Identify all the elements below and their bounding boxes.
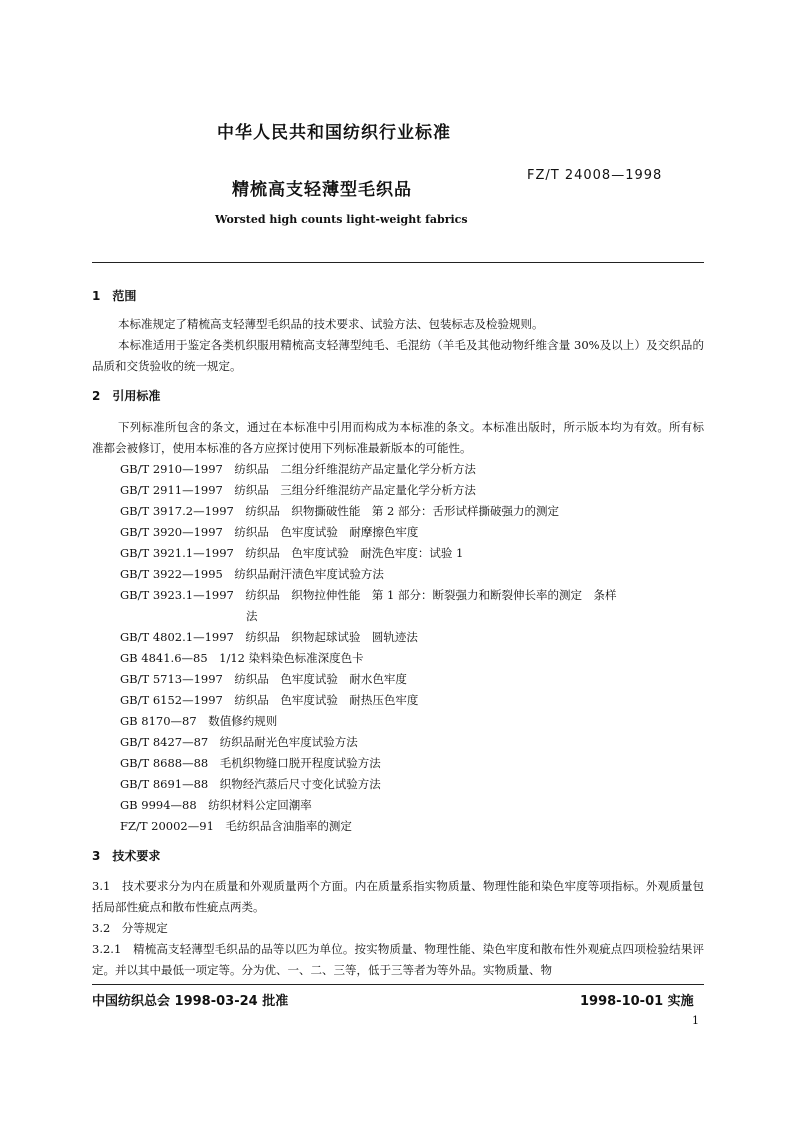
reference-item-line-2: 法 <box>246 609 258 623</box>
document-title: 精梳高支轻薄型毛织品 <box>232 180 412 200</box>
section-1-paragraph-2: 本标准适用于鉴定各类机织服用精梳高支轻薄型纯毛、毛混纺（羊毛及其他动物纤维含量 30%及以上）及交织品的品质和交货验收的统一规定。 <box>92 338 704 373</box>
section-3-1-paragraph: 3.1 技术要求分为内在质量和外观质量两个方面。内在质量系指实物质量、物理性能和染色牢度等项指标。外观质量包括局部性疵点和散布性疵点两类。 <box>92 879 704 914</box>
document-subtitle: Worsted high counts light-weight fabrics <box>215 213 468 226</box>
reference-item: GB/T 3921.1—1997 纺织品 色牢度试验 耐洗色牢度：试验 1 <box>120 546 464 560</box>
section-2-heading: 2 引用标准 <box>92 389 161 403</box>
reference-item: GB/T 8427—87 纺织品耐光色牢度试验方法 <box>120 735 358 749</box>
reference-list <box>120 459 704 837</box>
bottom-divider <box>92 984 704 985</box>
standard-number: FZ/T 24008—1998 <box>527 168 663 183</box>
reference-item: GB/T 8688—88 毛机织物缝口脱开程度试验方法 <box>120 756 381 770</box>
reference-item: GB/T 3920—1997 纺织品 色牢度试验 耐摩擦色牢度 <box>120 525 419 539</box>
section-3-heading: 3 技术要求 <box>92 849 161 863</box>
reference-item: GB 4841.6—85 1/12 染料染色标准深度色卡 <box>120 651 364 665</box>
approval-date: 中国纺织总会 1998-03-24 批准 <box>92 994 289 1009</box>
reference-item-wrapped <box>120 585 704 627</box>
reference-item: GB/T 2911—1997 纺织品 三组分纤维混纺产品定量化学分析方法 <box>120 483 476 497</box>
reference-item: GB 8170—87 数值修约规则 <box>120 714 278 728</box>
section-2-intro: 下列标准所包含的条文，通过在本标准中引用而构成为本标准的条文。本标准出版时，所示版本均为有效。所有标准都会被修订，使用本标准的各方应探讨使用下列标准最新版本的可能性。 <box>92 420 704 455</box>
reference-item: GB/T 3922—1995 纺织品耐汗渍色牢度试验方法 <box>120 567 384 581</box>
reference-item: GB/T 8691—88 织物经汽蒸后尺寸变化试验方法 <box>120 777 381 791</box>
header-organization: 中华人民共和国纺织行业标准 <box>217 123 451 143</box>
page-number: 1 <box>692 1014 699 1027</box>
reference-item: GB/T 6152—1997 纺织品 色牢度试验 耐热压色牢度 <box>120 693 419 707</box>
section-3-2-heading: 3.2 分等规定 <box>92 921 168 935</box>
section-3-2-1-paragraph: 3.2.1 精梳高支轻薄型毛织品的品等以匹为单位。按实物质量、物理性能、染色牢度和散布性外观疵点四项检验结果评定。并以其中最低一项定等。分为优、一、二、三等，低于三等者为等外品。实物质量、物 <box>92 942 704 977</box>
section-1-paragraph-1: 本标准规定了精梳高支轻薄型毛织品的技术要求、试验方法、包装标志及检验规则。 <box>118 317 544 331</box>
reference-item: GB/T 5713—1997 纺织品 色牢度试验 耐水色牢度 <box>120 672 407 686</box>
section-1-heading: 1 范围 <box>92 289 137 303</box>
reference-item: GB 9994—88 纺织材料公定回潮率 <box>120 798 312 812</box>
reference-item: GB/T 2910—1997 纺织品 二组分纤维混纺产品定量化学分析方法 <box>120 462 476 476</box>
reference-item: FZ/T 20002—91 毛纺织品含油脂率的测定 <box>120 819 352 833</box>
reference-item: GB/T 3917.2—1997 纺织品 织物撕破性能 第 2 部分：舌形试样撕破强力的测定 <box>120 504 559 518</box>
reference-item-line-1: GB/T 3923.1—1997 纺织品 织物拉伸性能 第 1 部分：断裂强力和断裂伸长率的测定 条样 <box>120 588 617 602</box>
top-divider <box>92 262 704 263</box>
effective-date: 1998-10-01 实施 <box>580 994 694 1009</box>
reference-item: GB/T 4802.1—1997 纺织品 织物起球试验 圆轨迹法 <box>120 630 418 644</box>
